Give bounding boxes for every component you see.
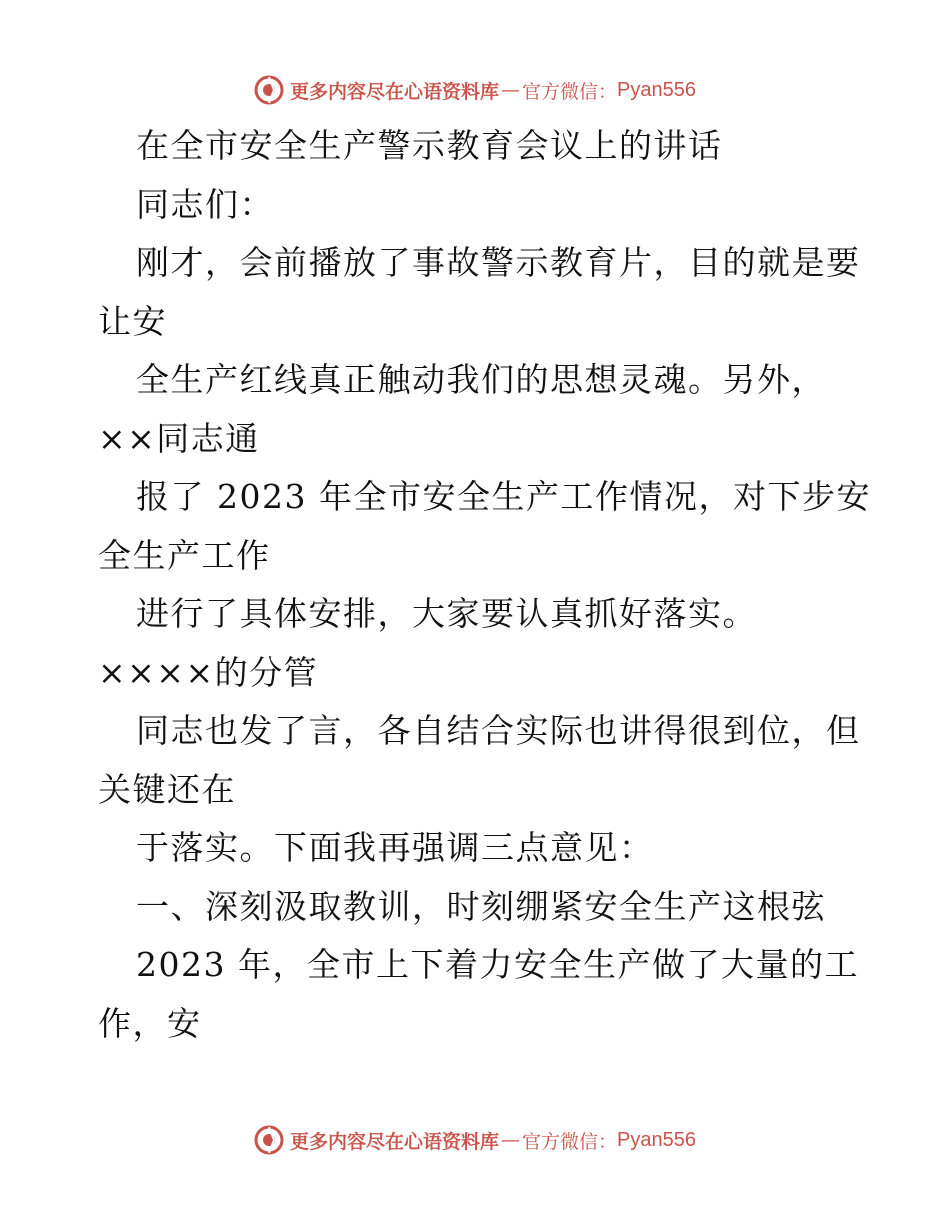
banner-site-text: 更多内容尽在心语资料库 xyxy=(290,1130,500,1153)
banner-dash: — xyxy=(501,1129,521,1151)
paragraph-line: 作，安 xyxy=(98,1003,202,1043)
document-title: 在全市安全生产警示教育会议上的讲话 xyxy=(136,126,723,165)
banner-dash: — xyxy=(501,79,521,101)
banner-wechat-label: 官方微信： xyxy=(522,80,618,103)
banner-wechat-id: Pyan556 xyxy=(617,78,696,101)
paragraph-line: 于落实。下面我再强调三点意见： xyxy=(136,828,654,867)
logo-icon xyxy=(254,1125,284,1155)
paragraph-line: 全生产红线真正触动我们的思想灵魂。另外， xyxy=(136,360,826,399)
paragraph-line: 关键还在 xyxy=(98,769,236,809)
paragraph-line: 全生产工作 xyxy=(98,535,271,575)
paragraph-line: 2023 年，全市上下着力安全生产做了大量的工 xyxy=(136,945,859,984)
paragraph-line: ××同志通 xyxy=(98,418,260,458)
paragraph-line: ××××的分管 xyxy=(98,652,319,692)
banner-site-text: 更多内容尽在心语资料库 xyxy=(290,80,500,103)
logo-icon xyxy=(254,75,284,105)
paragraph-line: 让安 xyxy=(98,301,167,341)
paragraph-line: 进行了具体安排，大家要认真抓好落实。 xyxy=(136,594,757,633)
banner-wechat-id: Pyan556 xyxy=(617,1128,696,1151)
banner-wechat-label: 官方微信： xyxy=(522,1130,618,1153)
salutation: 同志们： xyxy=(136,184,274,224)
paragraph-line: 报了 2023 年全市安全生产工作情况，对下步安 xyxy=(136,477,871,516)
paragraph-line: 同志也发了言，各自结合实际也讲得很到位，但 xyxy=(136,711,861,750)
section-heading: 一、深刻汲取教训，时刻绷紧安全生产这根弦 xyxy=(136,886,826,926)
paragraph-line: 刚才，会前播放了事故警示教育片，目的就是要 xyxy=(136,243,861,282)
footer-banner xyxy=(0,1120,950,1160)
header-banner xyxy=(0,70,950,110)
document-body xyxy=(98,117,871,1053)
